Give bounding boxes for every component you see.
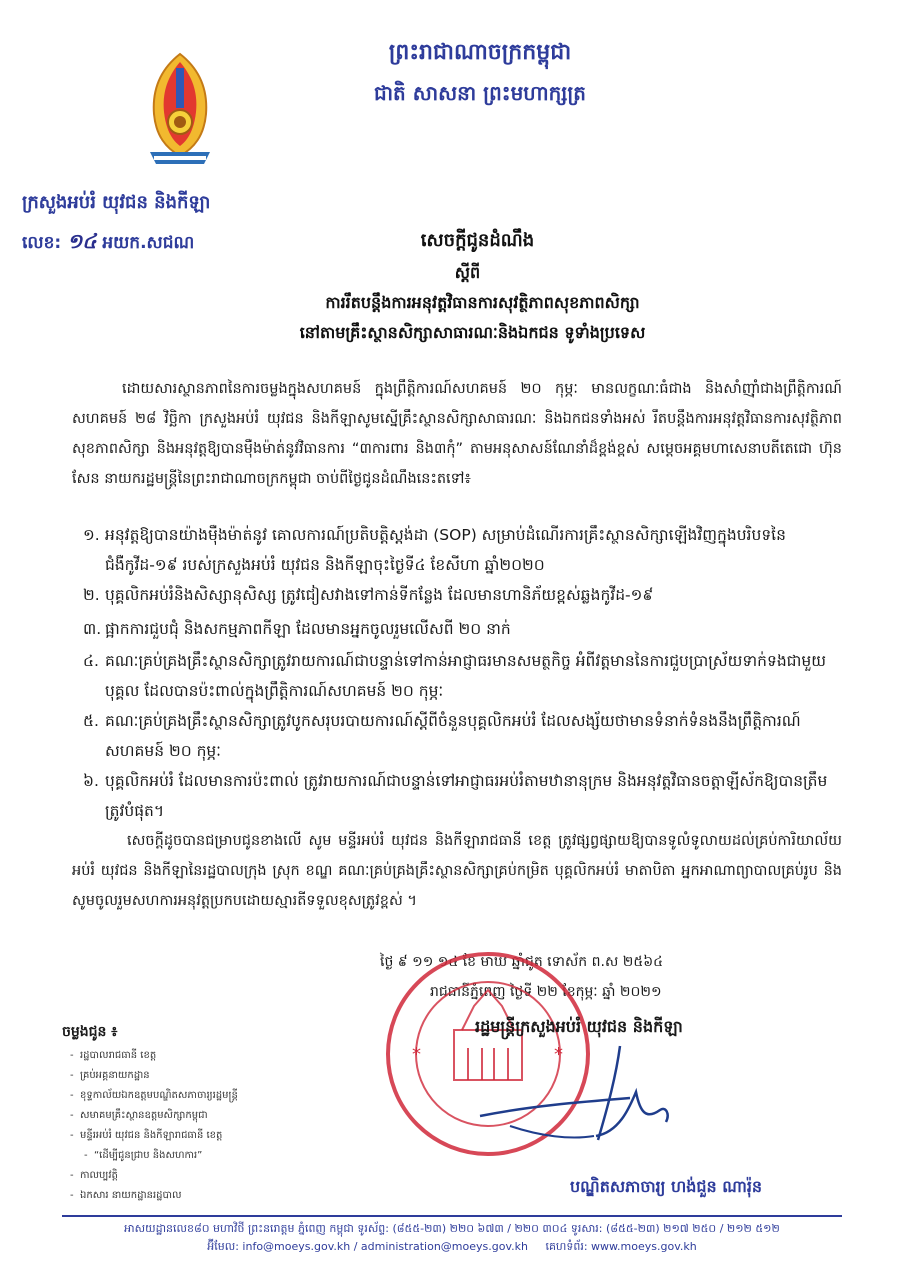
- cc-item: - រដ្ឋបាលរាជធានី ខេត្ត: [80, 1046, 238, 1066]
- footer-address: អាសយដ្ឋានលេខ៨០ មហាវិថី ព្រះនរោត្តម ភ្នំពេញ កម្ពុជា ទូរស័ព្ទ: (៨៥៥-២៣) ២២០ ៦៧៣ / ២២០ ៣០៤ ទូរសារ: (៨៥៥-២៣) ២១៧ ២៥០ / ២១២ ៥១២: [124, 1222, 780, 1235]
- footer-website: គេហទំព័រ: www.moeys.gov.kh: [545, 1240, 697, 1253]
- svg-text:*: *: [554, 1044, 563, 1065]
- item-number: ២.: [83, 586, 100, 604]
- ministry-emblem: [132, 48, 228, 172]
- svg-text:*: *: [412, 1044, 421, 1065]
- signatory-title: រដ្ឋមន្ត្រីក្រសួងអប់រំ យុវជន និងកីឡា: [475, 1017, 683, 1036]
- cc-item: - កាលប្បវត្តិ: [80, 1166, 238, 1186]
- list-item: [83, 646, 845, 706]
- national-motto: ជាតិ សាសនា ព្រះមហាក្សត្រ: [374, 81, 586, 105]
- closing-paragraph: សេចក្តីដូចបានជម្រាបជូនខាងលើ សូម មន្ទីរអប់រំ យុវជន និងកីឡារាជធានី ខេត្ត ត្រូវផ្សព្វផ្សាយឱ្យបានទូលំទូលាយដល់គ្រប់ការិយាល័យអប់រំ យុវជន និងកីឡានៃរដ្ឋបាលក្រុង ស្រុក ខណ្ឌ គណៈគ្រប់គ្រងគ្រឹះស្ថានសិក្សាគ្រប់កម្រិត បុគ្គលិកអប់រំ មាតាបិតា អ្នកអាណាព្យាបាលគ្រប់រូប និងសូមចូលរួមសហការអនុវត្តប្រកបដោយស្មារតីទទួលខុសត្រូវខ្ពស់ ។: [72, 833, 842, 909]
- kingdom-name: ព្រះរាជាណាចក្រកម្ពុជា: [388, 40, 572, 65]
- item-number: ៦.: [83, 772, 99, 790]
- handwritten-signature: [470, 1036, 680, 1156]
- list-item: [83, 580, 845, 610]
- item-text: អនុវត្តឱ្យបានយ៉ាងម៉ឺងម៉ាត់នូវ គោលការណ៍ប្រតិបត្តិស្តង់ដា (SOP) សម្រាប់ដំណើរការគ្រឹះស្ថានសិក្សាឡើងវិញក្នុងបរិបទនៃជំងឺកូវីដ-១៩ របស់ក្រសួងអប់រំ យុវជន និងកីឡាចុះថ្ងៃទី៤ ខែសីហា ឆ្នាំ២០២០: [105, 526, 786, 574]
- list-item: [83, 614, 845, 644]
- item-text: បុគ្គលិកអប់រំនិងសិស្សានុសិស្ស ត្រូវជៀសវាងទៅកាន់ទីកន្លែង ដែលមានហានិភ័យខ្ពស់ឆ្លងកូវីដ-១៩: [105, 586, 654, 604]
- list-item: [83, 766, 845, 826]
- document-type: សេចក្តីជូនដំណឹង: [420, 230, 535, 251]
- ref-label: លេខ:: [22, 233, 62, 253]
- lunar-date: ថ្ងៃ ៩ ១១ ១៤ ខែ មាឃ ឆ្នាំជូត ទោស័ក ព.ស ២៥៦៤: [380, 954, 664, 970]
- cc-list: [80, 1046, 238, 1206]
- cc-item: - គ្រប់អគ្គនាយកដ្ឋាន: [80, 1066, 238, 1086]
- ref-suffix: អយក.សជណ: [102, 233, 195, 253]
- item-text: គណៈគ្រប់គ្រងគ្រឹះស្ថានសិក្សាត្រូវរាយការណ៍ជាបន្ទាន់ទៅកាន់អាជ្ញាធរមានសមត្ថកិច្ច អំពីវត្តមាននៃការជួបប្រាស្រ័យទាក់ទងជាមួយបុគ្គល ដែលបានប៉ះពាល់ក្នុងព្រឹត្តិការណ៍សហគមន៍ ២០ កុម្ភៈ: [105, 652, 827, 700]
- item-number: ៤.: [83, 652, 99, 670]
- intro-paragraph: ដោយសារស្ថានភាពនៃការចម្លងក្នុងសហគមន៍ ក្នុងព្រឹត្តិការណ៍សហគមន៍ ២០ កុម្ភៈ មានលក្ខណៈធំជាង និងសាំញ៉ាំជាងព្រឹត្តិការណ៍សហគមន៍ ២៨ វិច្ឆិកា ក្រសួងអប់រំ យុវជន និងកីឡាសូមស្នើគ្រឹះស្ថានសិក្សាសាធារណៈ និងឯកជនទាំងអស់ រឹតបន្តឹងការអនុវត្តវិធានការសុវត្ថិភាពសុខភាពសិក្សា និងអនុវត្តឱ្យបានម៉ឺងម៉ាត់នូវវិធានការ “៣ការពារ និង៣កុំ” តាមអនុសាសន៍ណែនាំដ៏ខ្ពង់ខ្ពស់ សម្តេចអគ្គមហាសេនាបតីតេជោ ហ៊ុន សែន នាយករដ្ឋមន្ត្រីនៃព្រះរាជាណាចក្រកម្ពុជា ចាប់ពីថ្ងៃជូនដំណឹងនេះតទៅ៖: [72, 381, 842, 487]
- cc-item: - ខុទ្ទកាល័យឯកឧត្តមបណ្ឌិតសភាចារ្យរដ្ឋមន្ត្រី: [80, 1086, 238, 1106]
- cc-title: ចម្លងជូន ៖: [62, 1024, 118, 1040]
- item-number: ៣.: [83, 620, 102, 638]
- item-text: ផ្អាកការជួបជុំ និងសកម្មភាពកីឡា ដែលមានអ្នកចូលរួមលើសពី ២០ នាក់: [105, 620, 511, 638]
- footer-contacts: [62, 1240, 842, 1256]
- ref-number: ១៤: [67, 229, 97, 253]
- item-number: ៥.: [83, 712, 99, 730]
- cc-item: - សមាគមគ្រឹះស្ថានឧត្តមសិក្សាកម្ពុជា: [80, 1106, 238, 1126]
- solar-date: រាជធានីភ្នំពេញ ថ្ងៃទី ២២ ខែកុម្ភៈ ឆ្នាំ ២០២១: [430, 984, 662, 1000]
- about-label: ស្តីពី: [454, 263, 481, 282]
- item-text: បុគ្គលិកអប់រំ ដែលមានការប៉ះពាល់ ត្រូវរាយការណ៍ជាបន្ទាន់ទៅអាជ្ញាធរអប់រំតាមឋានានុក្រម និងអនុវត្តវិធានចត្តាឡីស័កឱ្យបានត្រឹមត្រូវបំផុត។: [105, 772, 828, 820]
- list-item: [83, 706, 845, 766]
- title-line-1: ការរឹតបន្តឹងការអនុវត្តវិធានការសុវត្ថិភាពសុខភាពសិក្សា: [325, 293, 640, 312]
- cc-item: - មន្ទីរអប់រំ យុវជន និងកីឡារាជធានី ខេត្ត: [80, 1126, 238, 1146]
- ministry-name: ក្រសួងអប់រំ យុវជន និងកីឡា: [22, 192, 211, 213]
- signatory-name: បណ្ឌិតសភាចារ្យ ហង់ជួន ណារ៉ុន: [570, 1177, 763, 1196]
- item-text: គណៈគ្រប់គ្រងគ្រឹះស្ថានសិក្សាត្រូវបូកសរុបរបាយការណ៍ស្តីពីចំនួនបុគ្គលិកអប់រំ ដែលសង្ស័យថាមានទំនាក់ទំនងនឹងព្រឹត្តិការណ៍សហគមន៍ ២០ កុម្ភៈ: [105, 712, 801, 760]
- footer-divider: [62, 1215, 842, 1217]
- footer-email: អ៊ីមែល: info@moeys.gov.kh / administration@moeys.gov.kh: [207, 1240, 528, 1253]
- list-item: [83, 520, 845, 580]
- cc-item: - ឯកសារ នាយកដ្ឋានរដ្ឋបាល: [80, 1186, 238, 1206]
- item-number: ១.: [83, 526, 100, 544]
- title-line-2: នៅតាមគ្រឹះស្ថានសិក្សាសាធារណៈនិងឯកជន ទូទាំងប្រទេស: [299, 323, 646, 342]
- cc-item-note: - “ដើម្បីជូនជ្រាប និងសហការ”: [80, 1146, 238, 1166]
